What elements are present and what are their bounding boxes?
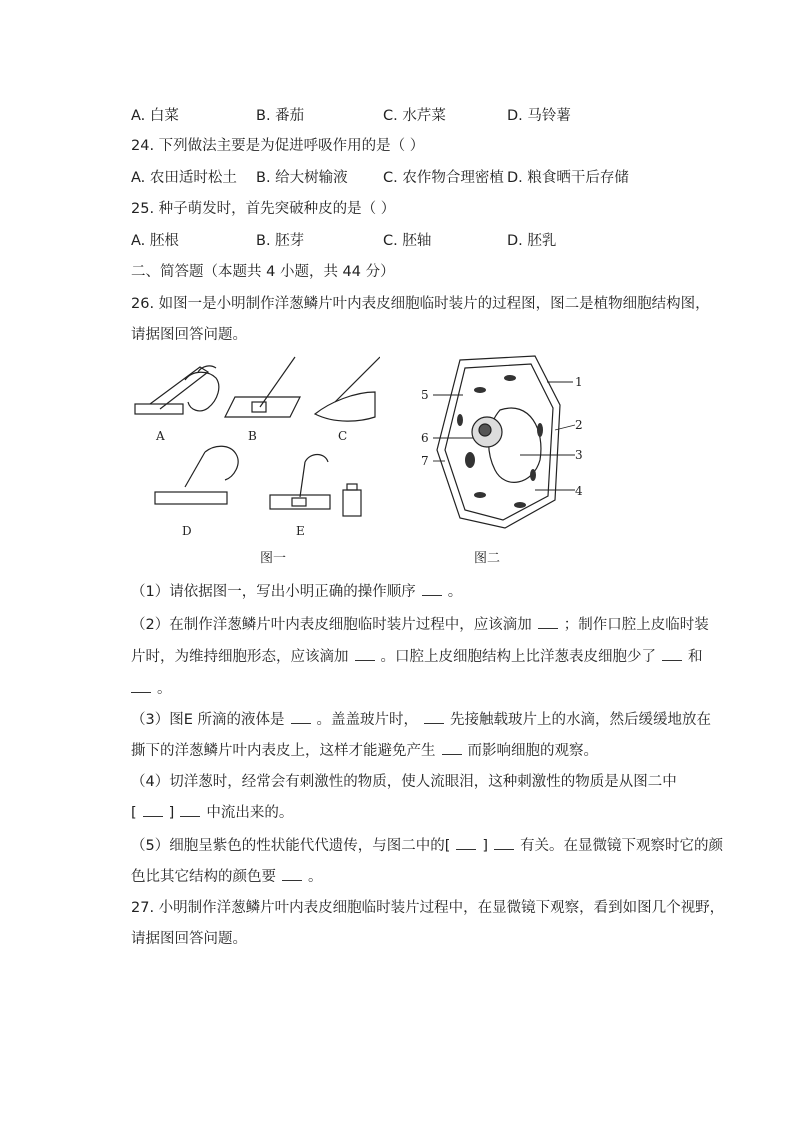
figure-1-caption: 图一 (260, 551, 287, 566)
answer-blank[interactable] (424, 711, 444, 724)
step-a-illustration (135, 366, 219, 414)
option-d: D. 马铃薯 (507, 108, 571, 124)
step-d-illustration (155, 446, 238, 504)
option-b: B. 给大树输液 (256, 170, 348, 186)
option-b: B. 番茄 (256, 108, 305, 124)
option-b: B. 胚芽 (256, 233, 305, 249)
label-d: D (182, 524, 192, 538)
label-1: 1 (575, 375, 583, 389)
q25-options (131, 229, 691, 251)
label-4: 4 (575, 484, 583, 498)
sub-question-2-line-2: 片时，为维持细胞形态，应该滴加 。口腔上皮细胞结构上比洋葱表皮细胞少了 和 (131, 649, 703, 665)
option-d: D. 粮食晒干后存储 (507, 170, 629, 186)
label-5: 5 (421, 388, 429, 402)
label-3: 3 (575, 448, 583, 462)
label-a: A (156, 429, 165, 443)
option-c: C. 农作物合理密植 (383, 170, 504, 186)
figure-2-plant-cell (415, 350, 595, 530)
answer-blank[interactable] (143, 804, 163, 817)
label-c: C (338, 429, 348, 443)
answer-blank[interactable] (131, 680, 151, 693)
question-24-stem: 24. 下列做法主要是为促进呼吸作用的是（ ） (131, 138, 425, 154)
question-26-stem-1: 26. 如图一是小明制作洋葱鳞片叶内表皮细胞临时装片的过程图，图二是植物细胞结构图， (131, 296, 710, 312)
sub-question-2-line-3: 。 (131, 677, 172, 698)
answer-blank[interactable] (442, 742, 462, 755)
option-c: C. 水芹菜 (383, 108, 446, 124)
label-6: 6 (421, 431, 429, 445)
sub-question-5-line-2: 色比其它结构的颜色要 。 (131, 869, 323, 885)
sub-question-4-line-1: （4）切洋葱时，经常会有刺激性的物质，使人流眼泪，这种刺激性的物质是从图二中 (131, 774, 677, 790)
option-a: A. 白菜 (131, 108, 179, 124)
answer-blank[interactable] (662, 648, 682, 661)
answer-blank[interactable] (180, 804, 200, 817)
cell-membrane (445, 364, 553, 520)
step-c-illustration (315, 357, 380, 421)
option-a: A. 胚根 (131, 233, 179, 249)
label-2: 2 (575, 418, 583, 432)
figure-1-procedure (130, 352, 380, 542)
label-e: E (296, 524, 305, 538)
answer-blank[interactable] (494, 837, 514, 850)
question-25-stem: 25. 种子萌发时，首先突破种皮的是（ ） (131, 201, 396, 217)
sub-question-3-line-1: （3）图E 所滴的液体是 。盖盖玻片时， 先接触载玻片上的水滴，然后缓缓地放在 (131, 712, 711, 728)
q23-options (131, 104, 691, 126)
option-c: C. 胚轴 (383, 233, 432, 249)
sub-question-5-line-1: （5）细胞呈紫色的性状能代代遗传，与图二中的[ ] 有关。在显微镜下观察时它的颜 (131, 838, 724, 854)
answer-blank[interactable] (456, 837, 476, 850)
question-27-stem-2: 请据图回答问题。 (131, 931, 247, 947)
question-27-stem-1: 27. 小明制作洋葱鳞片叶内表皮细胞临时装片过程中，在显微镜下观察，看到如图几个视野， (131, 900, 725, 916)
step-e-illustration (270, 455, 361, 517)
answer-blank[interactable] (291, 711, 311, 724)
option-a: A. 农田适时松土 (131, 170, 237, 186)
sub-question-1: （1）请依据图一，写出小明正确的操作顺序 。 (131, 584, 463, 600)
section-heading: 二、简答题（本题共 4 小题，共 44 分） (131, 264, 395, 280)
figure-2-caption: 图二 (474, 551, 501, 566)
answer-blank[interactable] (422, 583, 442, 596)
sub-question-3-line-2: 撕下的洋葱鳞片叶内表皮上，这样才能避免产生 而影响细胞的观察。 (131, 743, 598, 759)
answer-blank[interactable] (355, 648, 375, 661)
question-26-stem-2: 请据图回答问题。 (131, 327, 247, 343)
q24-options (131, 166, 691, 188)
step-b-illustration (225, 357, 300, 417)
sub-question-2-line-1: （2）在制作洋葱鳞片叶内表皮细胞临时装片过程中，应该滴加 ；制作口腔上皮临时装 (131, 617, 709, 633)
answer-blank[interactable] (538, 616, 558, 629)
option-d: D. 胚乳 (507, 233, 557, 249)
label-b: B (248, 429, 257, 443)
answer-blank[interactable] (282, 868, 302, 881)
sub-question-4-line-2: [ ] 中流出来的。 (131, 805, 294, 821)
label-7: 7 (421, 454, 429, 468)
